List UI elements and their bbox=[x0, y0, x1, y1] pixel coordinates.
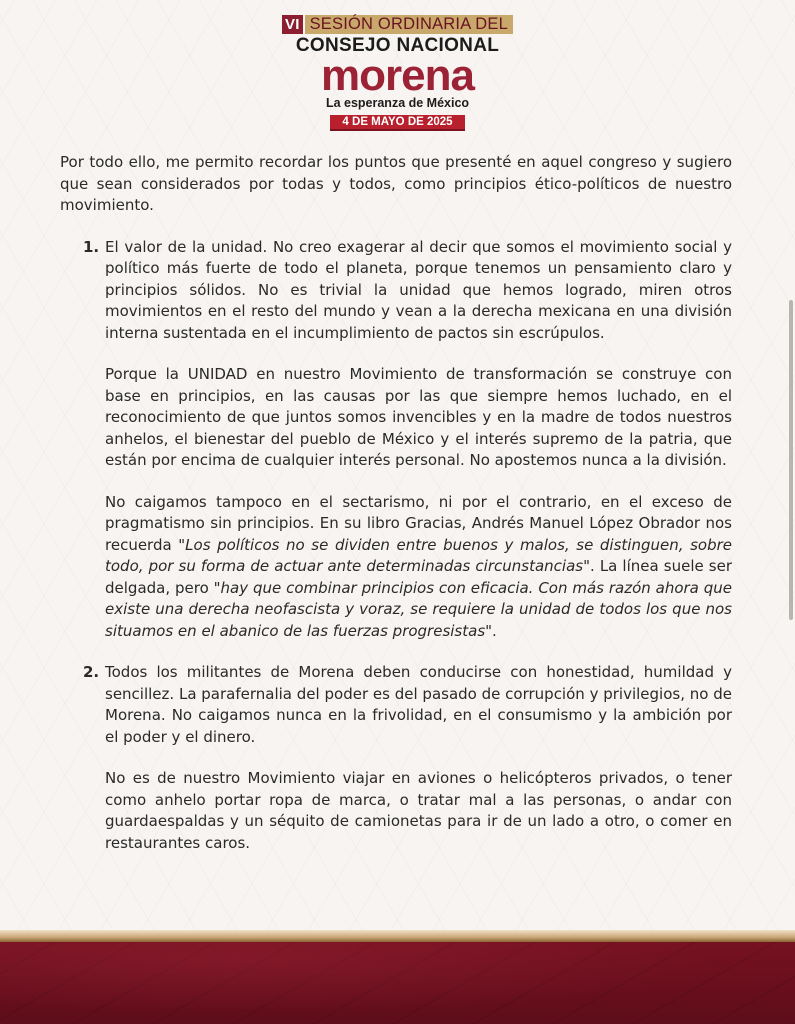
item-number: 2. bbox=[83, 663, 100, 681]
item-text: Todos los militantes de Morena deben conducirse con honestidad, humildad y sencillez. La parafernalia del poder es del pasado de corrupción y privilegios, no de Morena. No caigamos nunca en la frivolidad, en el consumismo y la ambición por el poder y el dinero. bbox=[105, 663, 732, 746]
session-label: SESIÓN ORDINARIA DEL bbox=[305, 15, 513, 34]
scrollbar-thumb[interactable] bbox=[789, 300, 793, 620]
footer-gold-stripe bbox=[0, 930, 795, 942]
principle-item-2 bbox=[60, 662, 732, 748]
unity-paragraph bbox=[105, 364, 732, 472]
paragraph-text-with-quotes bbox=[105, 492, 732, 643]
quote-italic: Los políticos no se dividen entre buenos y malos, se distinguen, sobre todo, por su forma de actuar ante determinadas circunstancias bbox=[105, 535, 732, 575]
session-roman-numeral: VI bbox=[282, 15, 303, 34]
document-header bbox=[0, 14, 795, 131]
council-title: CONSEJO NACIONAL bbox=[295, 35, 500, 56]
logo-tagline: La esperanza de México bbox=[325, 96, 470, 110]
privileges-paragraph bbox=[105, 768, 732, 854]
quote-italic: hay que combinar principios con eficacia. Con más razón ahora que existe una derecha neofascista y voraz, se requiere la unidad de todos los que nos situamos en el abanico de las fuerzas progresistas bbox=[105, 578, 732, 640]
item-text: El valor de la unidad. No creo exagerar al decir que somos el movimiento social y político más fuerte de todo el planeta, porque tenemos un pensamiento claro y principios sólidos. No es trivial la unidad que hemos logrado, miren otros movimientos en el resto del mundo y vean a la derecha mexicana en una división interna sustentada en el incumplimiento de pactos sin escrúpulos. bbox=[105, 237, 732, 342]
morena-logo: morena bbox=[321, 51, 474, 100]
text-segment: No caigamos tampoco en el sectarismo, ni por el contrario, en el exceso de pragmatismo sin principios. En su libro Gracias, Andrés Manuel López Obrador nos recuerda " bbox=[105, 492, 732, 554]
paragraph-text: Porque la UNIDAD en nuestro Movimiento de transformación se construye con base en principios, en las causas por las que siempre hemos luchado, en el reconocimiento de que juntos somos invencibles y en la madre de todos nuestros anhelos, el bienestar del pueblo de México y el interés supremo de la patria, que están por encima de cualquier interés personal. No apostemos nunca a la división. bbox=[105, 365, 732, 469]
paragraph-text: No es de nuestro Movimiento viajar en aviones o helicópteros privados, o tener como anhelo portar ropa de marca, o tratar mal a las personas, o andar con guardaespaldas y un séquito de camionetas para ir de un lado a otro, o comer en restaurantes caros. bbox=[105, 769, 732, 852]
document-body bbox=[60, 152, 732, 874]
footer-texture bbox=[0, 942, 795, 1024]
item-number: 1. bbox=[83, 237, 100, 256]
principle-item-1 bbox=[60, 237, 732, 345]
session-title bbox=[282, 15, 513, 34]
text-segment: ". La línea suele ser delgada, pero " bbox=[105, 557, 732, 597]
intro-paragraph: Por todo ello, me permito recordar los puntos que presenté en aquel congreso y sugiero que sean considerados por todas y todos, como principios ético-políticos de nuestro movimiento. bbox=[60, 153, 732, 214]
sectarianism-paragraph bbox=[105, 492, 732, 643]
text-segment: ". bbox=[485, 621, 497, 640]
event-date-badge: 4 DE MAYO DE 2025 bbox=[330, 115, 464, 131]
